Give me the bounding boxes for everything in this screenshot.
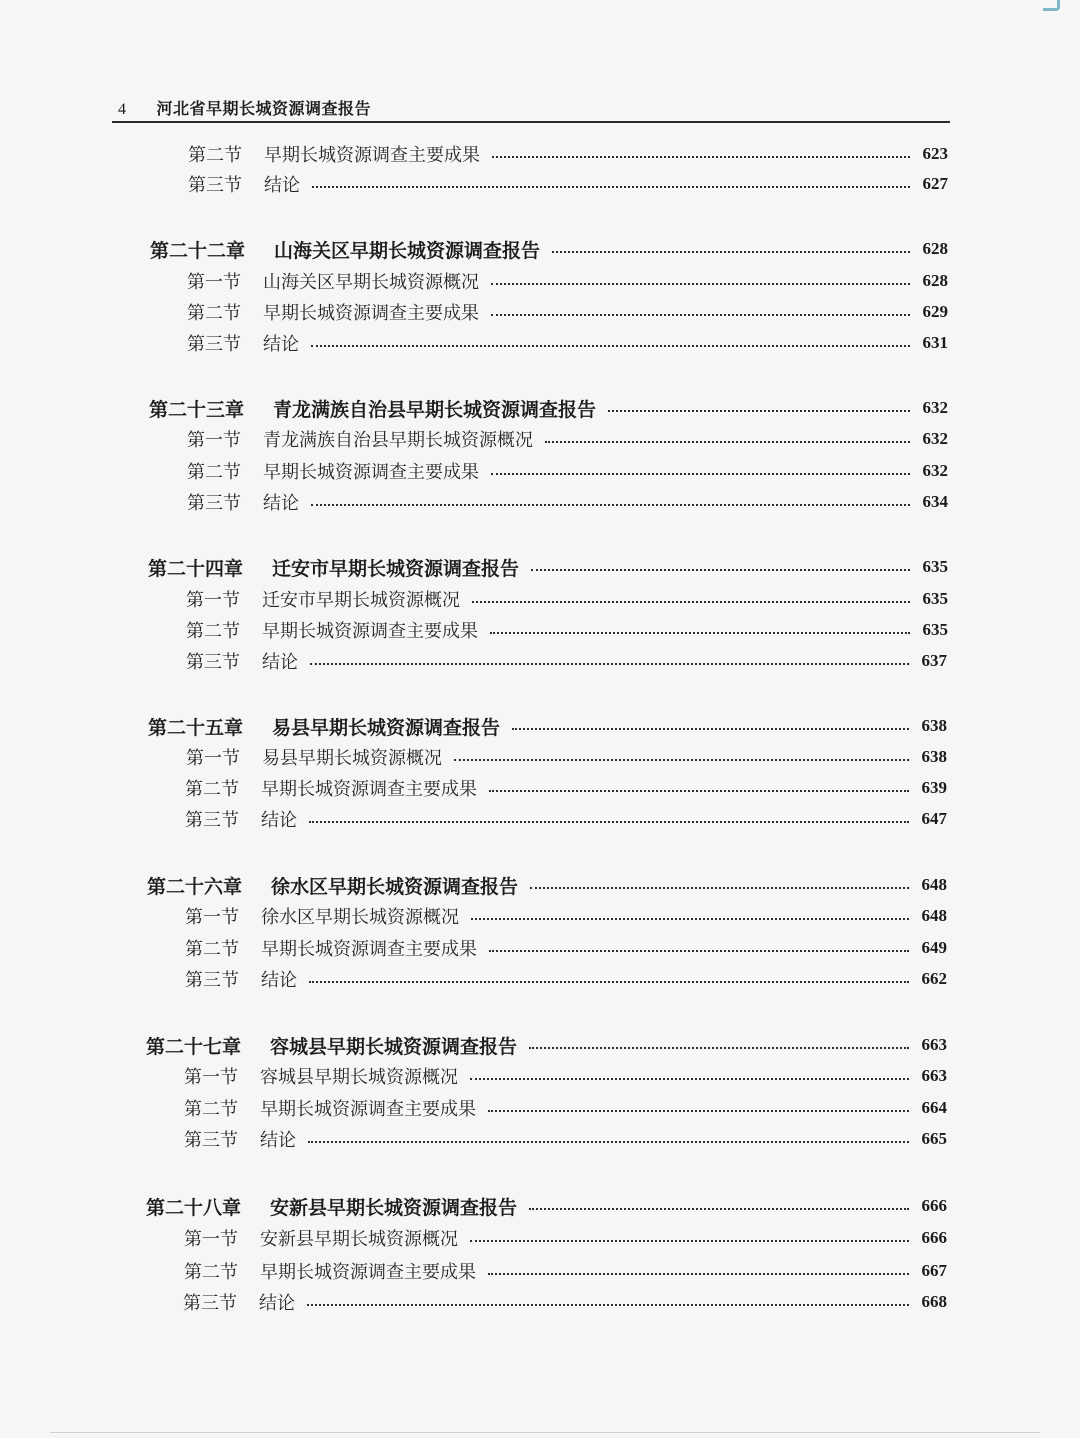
page-number: 648 (921, 875, 947, 894)
toc-section-entry (184, 1126, 947, 1152)
page-number: 635 (922, 557, 948, 576)
section-title: 早期长城资源调查主要成果 (262, 621, 478, 642)
dot-leader (492, 156, 910, 158)
chapter-title: 安新县早期长城资源调查报告 (270, 1196, 518, 1219)
section-label: 第二节 (188, 145, 242, 166)
section-title: 结论 (262, 652, 298, 673)
dot-leader (309, 821, 909, 823)
chapter-title: 易县早期长城资源调查报告 (272, 716, 501, 739)
dot-leader (470, 1240, 909, 1242)
page-number: 637 (921, 651, 947, 670)
toc-section-entry (186, 744, 947, 770)
section-title: 早期长城资源调查主要成果 (264, 145, 480, 166)
page-number: 632 (922, 461, 948, 480)
section-label: 第三节 (188, 175, 242, 196)
page-number: 632 (922, 398, 948, 417)
chapter-title: 容城县早期长城资源调查报告 (270, 1035, 518, 1058)
dot-leader (491, 473, 910, 475)
chapter-title: 山海关区早期长城资源调查报告 (274, 239, 541, 262)
section-title: 安新县早期长城资源概况 (260, 1229, 458, 1250)
section-label: 第一节 (187, 430, 241, 451)
section-title: 结论 (261, 810, 297, 831)
page-number: 628 (922, 271, 948, 290)
section-label: 第三节 (183, 1293, 237, 1314)
section-label: 第二节 (186, 621, 240, 642)
chapter-label: 第二十二章 (150, 239, 246, 262)
page-number: 667 (921, 1261, 947, 1280)
section-title: 徐水区早期长城资源概况 (261, 907, 459, 928)
toc-section-entry (183, 1289, 947, 1315)
section-title: 早期长城资源调查主要成果 (260, 1262, 476, 1283)
page-number: 635 (922, 589, 948, 608)
page-number: 665 (921, 1129, 947, 1148)
toc-section-entry (187, 299, 948, 325)
dot-leader (489, 790, 909, 792)
header-book-title: 河北省早期长城资源调查报告 (156, 99, 372, 118)
section-title: 山海关区早期长城资源概况 (263, 272, 479, 293)
section-title: 结论 (263, 334, 299, 355)
page-number: 663 (921, 1035, 947, 1054)
dot-leader (309, 981, 909, 983)
page-number: 666 (921, 1228, 947, 1247)
section-label: 第二节 (185, 779, 239, 800)
section-label: 第二节 (185, 939, 239, 960)
toc-section-entry (186, 586, 948, 612)
page-number: 663 (921, 1066, 947, 1085)
chapter-label: 第二十七章 (146, 1035, 242, 1058)
section-title: 早期长城资源调查主要成果 (263, 462, 479, 483)
toc-section-entry (185, 935, 947, 961)
section-title: 早期长城资源调查主要成果 (261, 779, 477, 800)
toc-section-entry (184, 1225, 947, 1251)
toc-chapter-entry (149, 395, 948, 421)
toc-section-entry (187, 458, 948, 484)
header-page-number: 4 (118, 101, 127, 118)
section-title: 早期长城资源调查主要成果 (260, 1099, 476, 1120)
page-number: 649 (921, 938, 947, 957)
section-title: 结论 (260, 1130, 296, 1151)
dot-leader (312, 186, 910, 188)
toc-chapter-entry (150, 236, 948, 262)
toc-section-entry (187, 489, 948, 515)
section-label: 第三节 (186, 652, 240, 673)
section-label: 第二节 (187, 462, 241, 483)
dot-leader (311, 504, 910, 506)
section-label: 第一节 (187, 272, 241, 293)
page-number: 668 (921, 1292, 947, 1311)
toc-chapter-entry (148, 554, 948, 580)
dot-leader (488, 1273, 909, 1275)
section-label: 第三节 (187, 334, 241, 355)
section-label: 第一节 (186, 748, 240, 769)
chapter-label: 第二十三章 (149, 398, 245, 421)
dot-leader (310, 663, 909, 665)
dot-leader (470, 1078, 909, 1080)
page-number: 648 (921, 906, 947, 925)
toc-section-entry (184, 1095, 947, 1121)
toc-section-entry (185, 966, 947, 992)
dot-leader (490, 632, 910, 634)
toc-section-entry (186, 648, 947, 674)
section-title: 青龙满族自治县早期长城资源概况 (263, 430, 533, 451)
dot-leader (489, 950, 909, 952)
dot-leader (545, 441, 910, 443)
toc-section-entry (185, 806, 947, 832)
chapter-title: 迁安市早期长城资源调查报告 (272, 557, 520, 580)
page-number: 638 (921, 747, 947, 766)
dot-leader (454, 759, 909, 761)
page-number: 647 (921, 809, 947, 828)
dot-leader (529, 1208, 909, 1210)
section-title: 迁安市早期长城资源概况 (262, 590, 460, 611)
dot-leader (529, 1047, 909, 1049)
page-number: 666 (921, 1196, 947, 1215)
page-number: 631 (922, 333, 948, 352)
toc-section-entry (188, 171, 948, 197)
toc-chapter-entry (148, 713, 947, 739)
section-label: 第三节 (185, 810, 239, 831)
page-number: 627 (922, 174, 948, 193)
section-label: 第二节 (184, 1262, 238, 1283)
dot-leader (491, 314, 910, 316)
dot-leader (471, 918, 909, 920)
dot-leader (491, 283, 910, 285)
section-title: 结论 (264, 175, 300, 196)
toc-section-entry (185, 775, 947, 801)
section-label: 第二节 (184, 1099, 238, 1120)
dot-leader (512, 728, 909, 730)
dot-leader (530, 887, 909, 889)
page-number: 635 (922, 620, 948, 639)
section-title: 结论 (263, 493, 299, 514)
toc-chapter-entry (146, 1193, 947, 1219)
section-label: 第一节 (186, 590, 240, 611)
toc-section-entry (184, 1258, 947, 1284)
section-title: 早期长城资源调查主要成果 (261, 939, 477, 960)
toc-section-entry (185, 903, 947, 929)
dot-leader (308, 1141, 909, 1143)
toc-section-entry (186, 617, 948, 643)
dot-leader (531, 569, 910, 571)
section-title: 结论 (259, 1293, 295, 1314)
dot-leader (307, 1304, 909, 1306)
page-number: 662 (921, 969, 947, 988)
page-number: 639 (921, 778, 947, 797)
dot-leader (488, 1110, 909, 1112)
chapter-label: 第二十八章 (146, 1196, 242, 1219)
dot-leader (311, 345, 910, 347)
dot-leader (472, 601, 910, 603)
chapter-label: 第二十六章 (147, 875, 243, 898)
section-title: 易县早期长城资源概况 (262, 748, 442, 769)
page-number: 623 (922, 144, 948, 163)
page-number: 638 (921, 716, 947, 735)
footer-rule (50, 1432, 1040, 1433)
page-number: 632 (922, 429, 948, 448)
chapter-title: 徐水区早期长城资源调查报告 (271, 875, 519, 898)
toc-section-entry (184, 1063, 947, 1089)
toc-section-entry (187, 268, 948, 294)
section-label: 第三节 (185, 970, 239, 991)
page-number: 634 (922, 492, 948, 511)
section-label: 第三节 (187, 493, 241, 514)
toc-chapter-entry (147, 872, 947, 898)
chapter-label: 第二十四章 (148, 557, 244, 580)
section-label: 第一节 (185, 907, 239, 928)
chapter-title: 青龙满族自治县早期长城资源调查报告 (273, 398, 597, 421)
section-title: 容城县早期长城资源概况 (260, 1067, 458, 1088)
section-label: 第三节 (184, 1130, 238, 1151)
toc-section-entry (188, 141, 948, 167)
chapter-label: 第二十五章 (148, 716, 244, 739)
section-title: 早期长城资源调查主要成果 (263, 303, 479, 324)
section-label: 第一节 (184, 1067, 238, 1088)
toc-chapter-entry (146, 1032, 947, 1058)
section-title: 结论 (261, 970, 297, 991)
toc-section-entry (187, 330, 948, 356)
section-label: 第二节 (187, 303, 241, 324)
page-number: 629 (922, 302, 948, 321)
section-label: 第一节 (184, 1229, 238, 1250)
page-number: 628 (922, 239, 948, 258)
page-number: 664 (921, 1098, 947, 1117)
dot-leader (608, 410, 910, 412)
dot-leader (552, 251, 910, 253)
toc-section-entry (187, 426, 948, 452)
